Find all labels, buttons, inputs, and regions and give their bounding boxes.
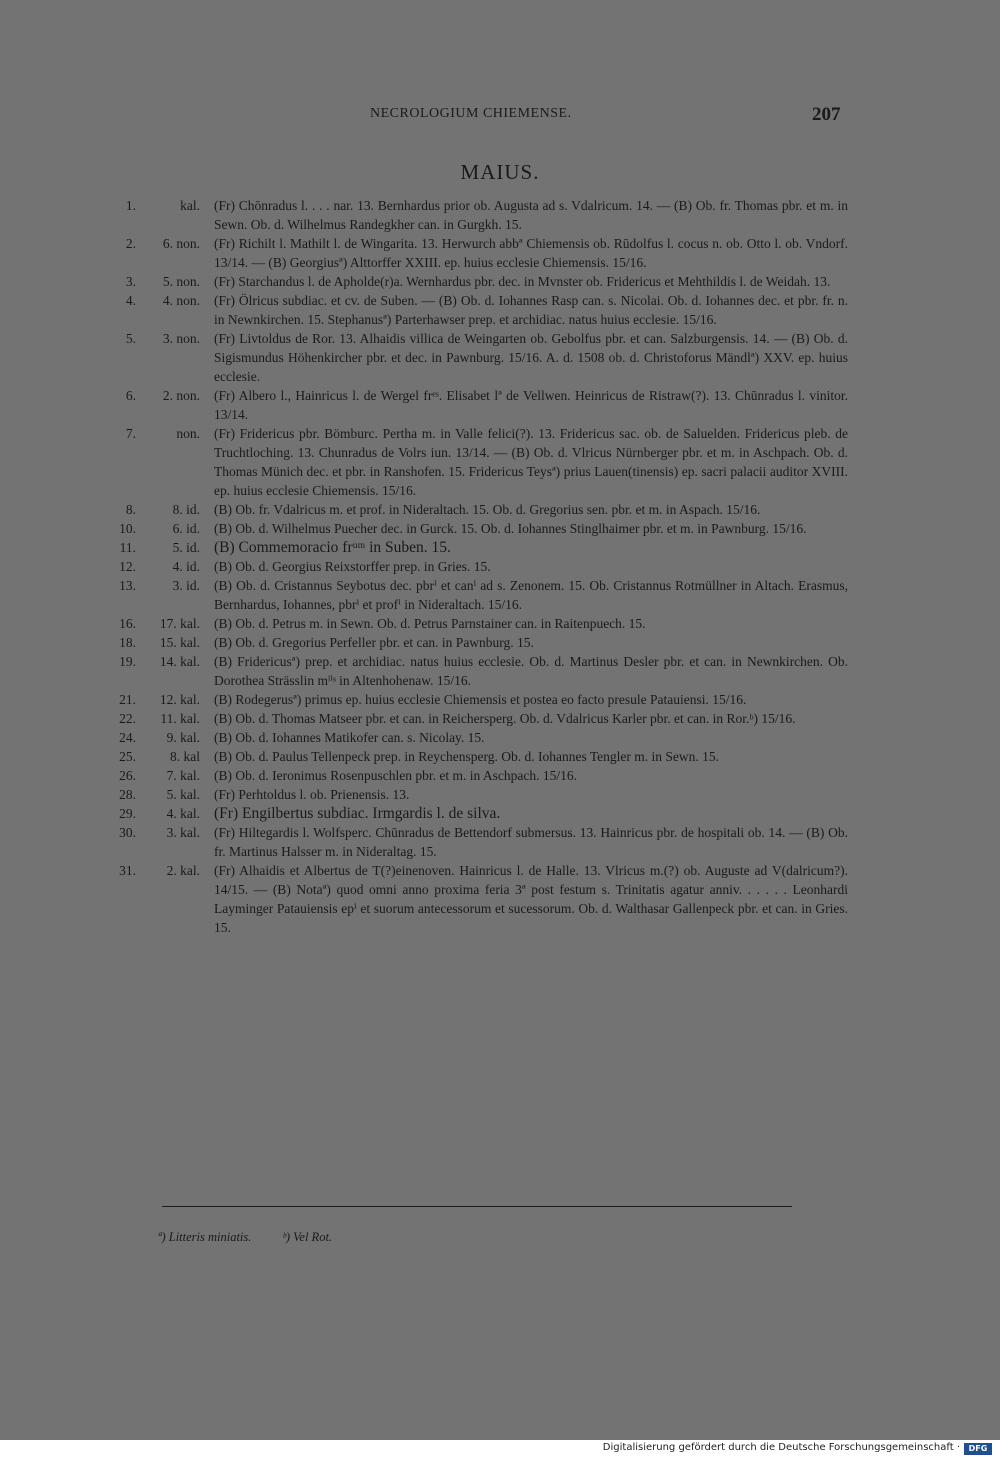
entry-text: (B) Ob. d. Georgius Reixstorffer prep. in Gries. 15. <box>214 559 491 574</box>
entry-row <box>108 785 848 804</box>
entry-row <box>108 614 848 633</box>
entry-day: 26. <box>119 768 136 783</box>
entry-date: 5. non. <box>162 274 200 289</box>
entry-date: 8. kal <box>170 749 200 764</box>
entry-text: (B) Ob. d. Thomas Matseer pbr. et can. in Reichersperg. Ob. d. Vdalricus Karler pbr. et can. in Ror.ᵇ) 15/16. <box>214 711 796 726</box>
entry-day: 11. <box>119 540 136 555</box>
footnote-b: ᵇ) Vel Rot. <box>282 1230 333 1244</box>
entry-day: 8. <box>125 502 136 517</box>
entry-date: 3. id. <box>172 578 200 593</box>
entry-date: non. <box>176 426 200 441</box>
entry-day: 16. <box>119 616 136 631</box>
entry-text: (B) Fridericusª) prep. et archidiac. natus huius ecclesie. Ob. d. Martinus Desler pbr. et can. in Newnkirchen. Ob. Dorothea Strässlin mˡⁱˢ in Altenhohenaw. 15/16. <box>214 654 848 688</box>
entry-text: (B) Ob. d. Gregorius Perfeller pbr. et can. in Pawnburg. 15. <box>214 635 534 650</box>
entry-date: 3. non. <box>162 331 200 346</box>
entry-day: 6. <box>125 388 136 403</box>
entry-row <box>108 690 848 709</box>
entry-row <box>108 709 848 728</box>
entry-date: kal. <box>180 198 200 213</box>
entry-text: (B) Ob. fr. Vdalricus m. et prof. in Nideraltach. 15. Ob. d. Gregorius sen. pbr. et m. in Aspach. 15/16. <box>214 502 761 517</box>
entry-date: 11. kal. <box>160 711 200 726</box>
entry-row <box>108 576 848 614</box>
entry-day: 30. <box>119 825 136 840</box>
entry-date: 2. non. <box>162 388 200 403</box>
entry-row <box>108 633 848 652</box>
entry-text: (Fr) Alhaidis et Albertus de T(?)einenoven. Hainricus l. de Halle. 13. Vlricus m.(?) ob. Auguste ad V(dalricum?). 14/15. — (B) Notaª) quod omni anno proxima feria 3ª post festum s. Trinitatis agatur anniv. . . . . . Leonhardi Layminger Patauiensis epⁱ et suorum antecessorum et sucessorum. Ob. d. Walthasar Gallenpeck pbr. et can. in Gries. 15. <box>214 863 848 935</box>
entry-text: (Fr) Chōnradus l. . . . nar. 13. Bernhardus prior ob. Augusta ad s. Vdalricum. 14. — (B) Ob. fr. Thomas pbr. et m. in Sewn. Ob. d. Wilhelmus Randegkher can. in Gurgkh. 15. <box>214 198 848 232</box>
entry-text: (Fr) Hiltegardis l. Wolfsperc. Chūnradus de Bettendorf submersus. 13. Hainricus pbr. de hospitali ob. 14. — (B) Ob. fr. Martinus Halsser m. in Nideraltag. 15. <box>214 825 848 859</box>
entry-row <box>108 519 848 538</box>
footnotes <box>158 1230 360 1245</box>
entry-date: 3. kal. <box>166 825 200 840</box>
entry-date: 5. id. <box>172 540 200 555</box>
entry-date: 6. id. <box>172 521 200 536</box>
dfg-logo-icon[interactable]: DFG <box>964 1443 992 1455</box>
entry-text: (Fr) Livtoldus de Ror. 13. Alhaidis villica de Weingarten ob. Gebolfus pbr. et can. Salzburgensis. 14. — (B) Ob. d. Sigismundus Höhenkircher pbr. et dec. in Pawnburg. 15/16. A. d. 1508 ob. d. Christoforus Mändlª) XXV. ep. huius ecclesie. <box>214 331 848 384</box>
entry-day: 12. <box>119 559 136 574</box>
entry-text: (Fr) Fridericus pbr. Bömburc. Pertha m. in Valle felici(?). 13. Fridericus sac. ob. de Saluelden. Fridericus pleb. de Truchtloching. 13. Chunradus de Volrs iun. 13/14. — (B) Ob. d. Vlricus Nürnberger pbr. et m. in Aschpach. Ob. d. Thomas Münich dec. et pbr. in Ranshofen. 15. Fridericus Teysª) prius Lauen(tinensis) ep. sacri palacii auditor XVIII. ep. huius ecclesie Chiemensis. 15/16. <box>214 426 848 498</box>
entry-row <box>108 386 848 424</box>
month-heading: MAIUS. <box>460 160 540 184</box>
entry-day: 10. <box>119 521 136 536</box>
entry-row <box>108 861 848 937</box>
entry-text: (Fr) Richilt l. Mathilt l. de Wingarita. 13. Herwurch abbª Chiemensis ob. Rūdolfus l. cocus n. ob. Otto l. ob. Vndorf. 13/14. — (B) Georgiusª) Alttorffer XXIII. ep. huius ecclesie Chiemensis. 15/16. <box>214 236 848 270</box>
entry-row <box>108 823 848 861</box>
entry-row <box>108 766 848 785</box>
entry-text: (B) Ob. d. Wilhelmus Puecher dec. in Gurck. 15. Ob. d. Iohannes Stinglhaimer pbr. et m. in Pawnburg. 15/16. <box>214 521 807 536</box>
entry-day: 7. <box>125 426 136 441</box>
entry-day: 21. <box>119 692 136 707</box>
entry-day: 5. <box>125 331 136 346</box>
entry-day: 18. <box>119 635 136 650</box>
entry-date: 2. kal. <box>166 863 200 878</box>
entry-day: 4. <box>125 293 136 308</box>
entry-row <box>108 291 848 329</box>
footnote-divider <box>162 1206 792 1207</box>
entry-row <box>108 747 848 766</box>
footnote-a: ª) Litteris miniatis. <box>158 1230 252 1244</box>
entry-day: 3. <box>125 274 136 289</box>
entry-day: 24. <box>119 730 136 745</box>
entry-day: 2. <box>125 236 136 251</box>
entry-row <box>108 728 848 747</box>
entry-text: (Fr) Engilbertus subdiac. Irmgardis l. de silva. <box>214 805 501 822</box>
entry-day: 25. <box>119 749 136 764</box>
entry-row <box>108 500 848 519</box>
entry-row <box>108 538 848 557</box>
entry-date: 4. kal. <box>166 806 200 821</box>
funding-bar <box>0 1440 1000 1458</box>
entry-text: (Fr) Perhtoldus l. ob. Prienensis. 13. <box>214 787 410 802</box>
entry-date: 4. non. <box>162 293 200 308</box>
entry-text: (B) Commemoracio frᵘᵐ in Suben. 15. <box>214 539 451 556</box>
entry-row <box>108 234 848 272</box>
entry-date: 17. kal. <box>159 616 200 631</box>
running-title: NECROLOGIUM CHIEMENSE. <box>370 106 572 121</box>
entry-date: 6. non. <box>162 236 200 251</box>
funding-credit: Digitalisierung gefördert durch die Deutsche Forschungsgemeinschaft · <box>602 1442 960 1453</box>
entry-row <box>108 652 848 690</box>
entry-text: (Fr) Starchandus l. de Apholde(r)a. Wernhardus pbr. dec. in Mvnster ob. Fridericus et Mehthildis l. de Weidah. 13. <box>214 274 831 289</box>
entry-row <box>108 272 848 291</box>
entry-row <box>108 557 848 576</box>
entry-text: (Fr) Ölricus subdiac. et cv. de Suben. — (B) Ob. d. Iohannes Rasp can. s. Nicolai. Ob. d. Iohannes dec. et pbr. fr. n. in Newnkirchen. 15. Stephanusª) Parterhawser prep. et archidiac. natus huius ecclesie. 15/16. <box>214 293 848 327</box>
entry-date: 4. id. <box>172 559 200 574</box>
entry-date: 14. kal. <box>159 654 200 669</box>
entry-day: 1. <box>125 198 136 213</box>
entry-text: (B) Ob. d. Petrus m. in Sewn. Ob. d. Petrus Parnstainer can. in Raitenpuech. 15. <box>214 616 646 631</box>
entry-text: (B) Rodegerusª) primus ep. huius ecclesie Chiemensis et postea eo facto presule Patauiensi. 15/16. <box>214 692 747 707</box>
entry-text: (Fr) Albero l., Hainricus l. de Wergel frᵉˢ. Elisabet lª de Vellwen. Heinricus de Ristraw(?). 13. Chūnradus l. vinitor. 13/14. <box>214 388 848 422</box>
entry-date: 9. kal. <box>166 730 200 745</box>
entry-date: 15. kal. <box>159 635 200 650</box>
entry-date: 12. kal. <box>159 692 200 707</box>
entry-row <box>108 804 848 823</box>
entry-row <box>108 196 848 234</box>
running-head <box>0 104 1000 128</box>
page-number: 207 <box>812 104 841 125</box>
entry-date: 8. id. <box>172 502 200 517</box>
entry-date: 5. kal. <box>166 787 200 802</box>
entry-row <box>108 329 848 386</box>
entry-row <box>108 424 848 500</box>
entry-text: (B) Ob. d. Ieronimus Rosenpuschlen pbr. et m. in Aschpach. 15/16. <box>214 768 577 783</box>
entry-day: 28. <box>119 787 136 802</box>
entry-day: 29. <box>119 806 136 821</box>
entry-text: (B) Ob. d. Iohannes Matikofer can. s. Nicolay. 15. <box>214 730 485 745</box>
entry-day: 31. <box>119 863 136 878</box>
necrology-entries <box>108 196 848 937</box>
entry-text: (B) Ob. d. Cristannus Seybotus dec. pbrⁱ et canⁱ ad s. Zenonem. 15. Ob. Cristannus Rotmüllner in Altach. Erasmus, Bernhardus, Iohannes, pbrⁱ et profⁱ in Nideraltach. 15/16. <box>214 578 848 612</box>
entry-day: 19. <box>119 654 136 669</box>
entry-date: 7. kal. <box>166 768 200 783</box>
entry-day: 22. <box>119 711 136 726</box>
entry-text: (B) Ob. d. Paulus Tellenpeck prep. in Reychensperg. Ob. d. Iohannes Tengler m. in Sewn. 15. <box>214 749 720 764</box>
entry-day: 13. <box>119 578 136 593</box>
